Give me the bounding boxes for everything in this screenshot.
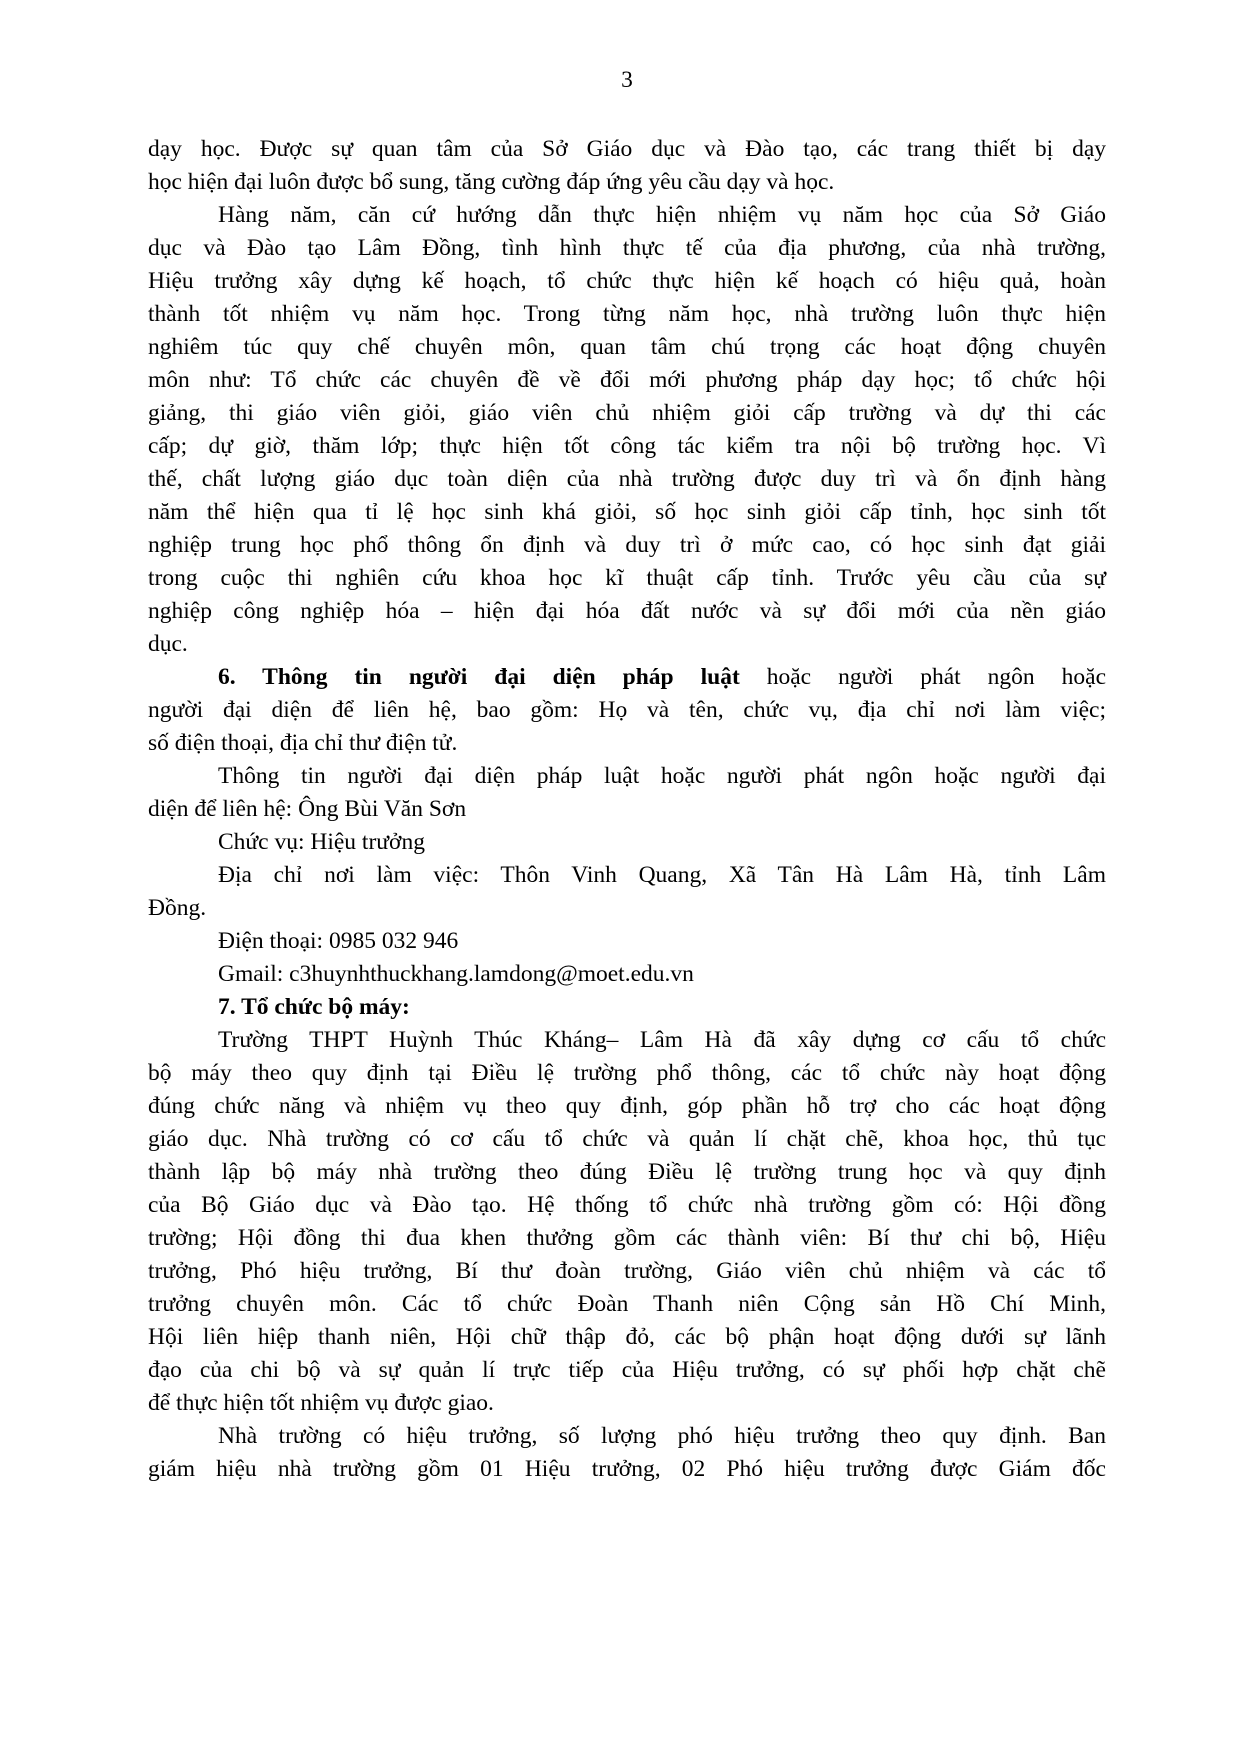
bold-lead-text: 6. Thông tin người đại diện pháp luật xyxy=(218,664,740,690)
text-line: trong cuộc thi nghiên cứu khoa học kĩ thuật cấp tỉnh. Trước yêu cầu của sự xyxy=(148,565,1106,591)
paragraph-annual-plan xyxy=(148,199,1106,661)
page-number: 3 xyxy=(621,67,633,93)
paragraph-email xyxy=(148,958,1106,991)
text-line: thế, chất lượng giáo dục toàn diện của nhà trường được duy trì và ổn định hàng xyxy=(148,466,1106,492)
paragraph-management-board xyxy=(148,1420,1106,1486)
text-line: Trường THPT Huỳnh Thúc Kháng– Lâm Hà đã xây dựng cơ cấu tổ chức xyxy=(218,1027,1106,1053)
text-line: trường; Hội đồng thi đua khen thưởng gồm các thành viên: Bí thư chi bộ, Hiệu xyxy=(148,1225,1106,1251)
paragraph-work-address xyxy=(148,859,1106,925)
text-line: Hàng năm, căn cứ hướng dẫn thực hiện nhiệm vụ năm học của Sở Giáo xyxy=(218,202,1106,228)
text-line: dục và Đào tạo Lâm Đồng, tình hình thực tế của địa phương, của nhà trường, xyxy=(148,235,1106,261)
text-line: nghiệp công nghiệp hóa – hiện đại hóa đất nước và sự đổi mới của nền giáo xyxy=(148,598,1106,624)
text-line: đúng chức năng và nhiệm vụ theo quy định, góp phần hỗ trợ cho các hoạt động xyxy=(148,1093,1106,1119)
text-line: Hiệu trưởng xây dựng kế hoạch, tổ chức thực hiện kế hoạch có hiệu quả, hoàn xyxy=(148,268,1106,294)
text-line: giám hiệu nhà trường gồm 01 Hiệu trưởng, 02 Phó hiệu trưởng được Giám đốc xyxy=(148,1456,1106,1482)
text-line: dạy học. Được sự quan tâm của Sở Giáo dục và Đào tạo, các trang thiết bị dạy xyxy=(148,136,1106,162)
text-line: nghiêm túc quy chế chuyên môn, quan tâm chú trọng các hoạt động chuyên xyxy=(148,334,1106,360)
text-line: Đồng. xyxy=(148,895,207,921)
text-line: học hiện đại luôn được bổ sung, tăng cường đáp ứng yêu cầu dạy và học. xyxy=(148,169,835,195)
section-7-heading xyxy=(148,991,1106,1024)
text-line: bộ máy theo quy định tại Điều lệ trường phổ thông, các tổ chức này hoạt động xyxy=(148,1060,1106,1086)
text-line: trưởng, Phó hiệu trưởng, Bí thư đoàn trường, Giáo viên chủ nhiệm và các tổ xyxy=(148,1258,1106,1284)
paragraph-organization xyxy=(148,1024,1106,1420)
paragraph-representative xyxy=(148,760,1106,826)
text-line: giảng, thi giáo viên giỏi, giáo viên chủ nhiệm giỏi cấp trường và dự thi các xyxy=(148,400,1106,426)
text-line: cấp; dự giờ, thăm lớp; thực hiện tốt công tác kiểm tra nội bộ trường học. Vì xyxy=(148,433,1106,459)
paragraph-phone xyxy=(148,925,1106,958)
text-line: thành tốt nhiệm vụ năm học. Trong từng năm học, nhà trường luôn thực hiện xyxy=(148,301,1106,327)
text-line: đạo của chi bộ và sự quản lí trực tiếp của Hiệu trưởng, có sự phối hợp chặt chẽ xyxy=(148,1357,1106,1383)
text-line: dục. xyxy=(148,631,188,657)
text-line: Chức vụ: Hiệu trưởng xyxy=(218,829,425,855)
section-6-heading-paragraph xyxy=(148,661,1106,760)
text-line: người đại diện để liên hệ, bao gồm: Họ và tên, chức vụ, địa chỉ nơi làm việc; xyxy=(148,697,1106,723)
text-line: Nhà trường có hiệu trưởng, số lượng phó hiệu trưởng theo quy định. Ban xyxy=(218,1423,1106,1449)
text-line: Gmail: c3huynhthuckhang.lamdong@moet.edu.vn xyxy=(218,961,694,987)
paragraph-continued xyxy=(148,133,1106,199)
text-line: 7. Tổ chức bộ máy: xyxy=(218,994,410,1020)
text-line: để thực hiện tốt nhiệm vụ được giao. xyxy=(148,1390,494,1416)
document-body xyxy=(148,133,1106,1486)
text-line: của Bộ Giáo dục và Đào tạo. Hệ thống tổ chức nhà trường gồm có: Hội đồng xyxy=(148,1192,1106,1218)
text-line: diện để liên hệ: Ông Bùi Văn Sơn xyxy=(148,796,467,822)
text-line: môn như: Tổ chức các chuyên đề về đổi mới phương pháp dạy học; tổ chức hội xyxy=(148,367,1106,393)
text-line: Hội liên hiệp thanh niên, Hội chữ thập đỏ, các bộ phận hoạt động dưới sự lãnh xyxy=(148,1324,1106,1350)
text-line: 6. Thông tin người đại diện pháp luật hoặc người phát ngôn hoặc xyxy=(218,664,1107,690)
text-line: năm thể hiện qua tỉ lệ học sinh khá giỏi, số học sinh giỏi cấp tỉnh, học sinh tốt xyxy=(148,499,1106,525)
text-line: Thông tin người đại diện pháp luật hoặc người phát ngôn hoặc người đại xyxy=(218,763,1106,789)
text-line: thành lập bộ máy nhà trường theo đúng Điều lệ trường trung học và quy định xyxy=(148,1159,1106,1185)
text-line: Điện thoại: 0985 032 946 xyxy=(218,928,459,954)
text-line: giáo dục. Nhà trường có cơ cấu tổ chức và quản lí chặt chẽ, khoa học, thủ tục xyxy=(148,1126,1106,1152)
text-line: trưởng chuyên môn. Các tổ chức Đoàn Thanh niên Cộng sản Hồ Chí Minh, xyxy=(148,1291,1106,1317)
text-line: số điện thoại, địa chỉ thư điện tử. xyxy=(148,730,458,756)
paragraph-position xyxy=(148,826,1106,859)
text-line: Địa chỉ nơi làm việc: Thôn Vinh Quang, Xã Tân Hà Lâm Hà, tỉnh Lâm xyxy=(218,862,1106,888)
text-line: nghiệp trung học phổ thông ổn định và duy trì ở mức cao, có học sinh đạt giải xyxy=(148,532,1106,558)
